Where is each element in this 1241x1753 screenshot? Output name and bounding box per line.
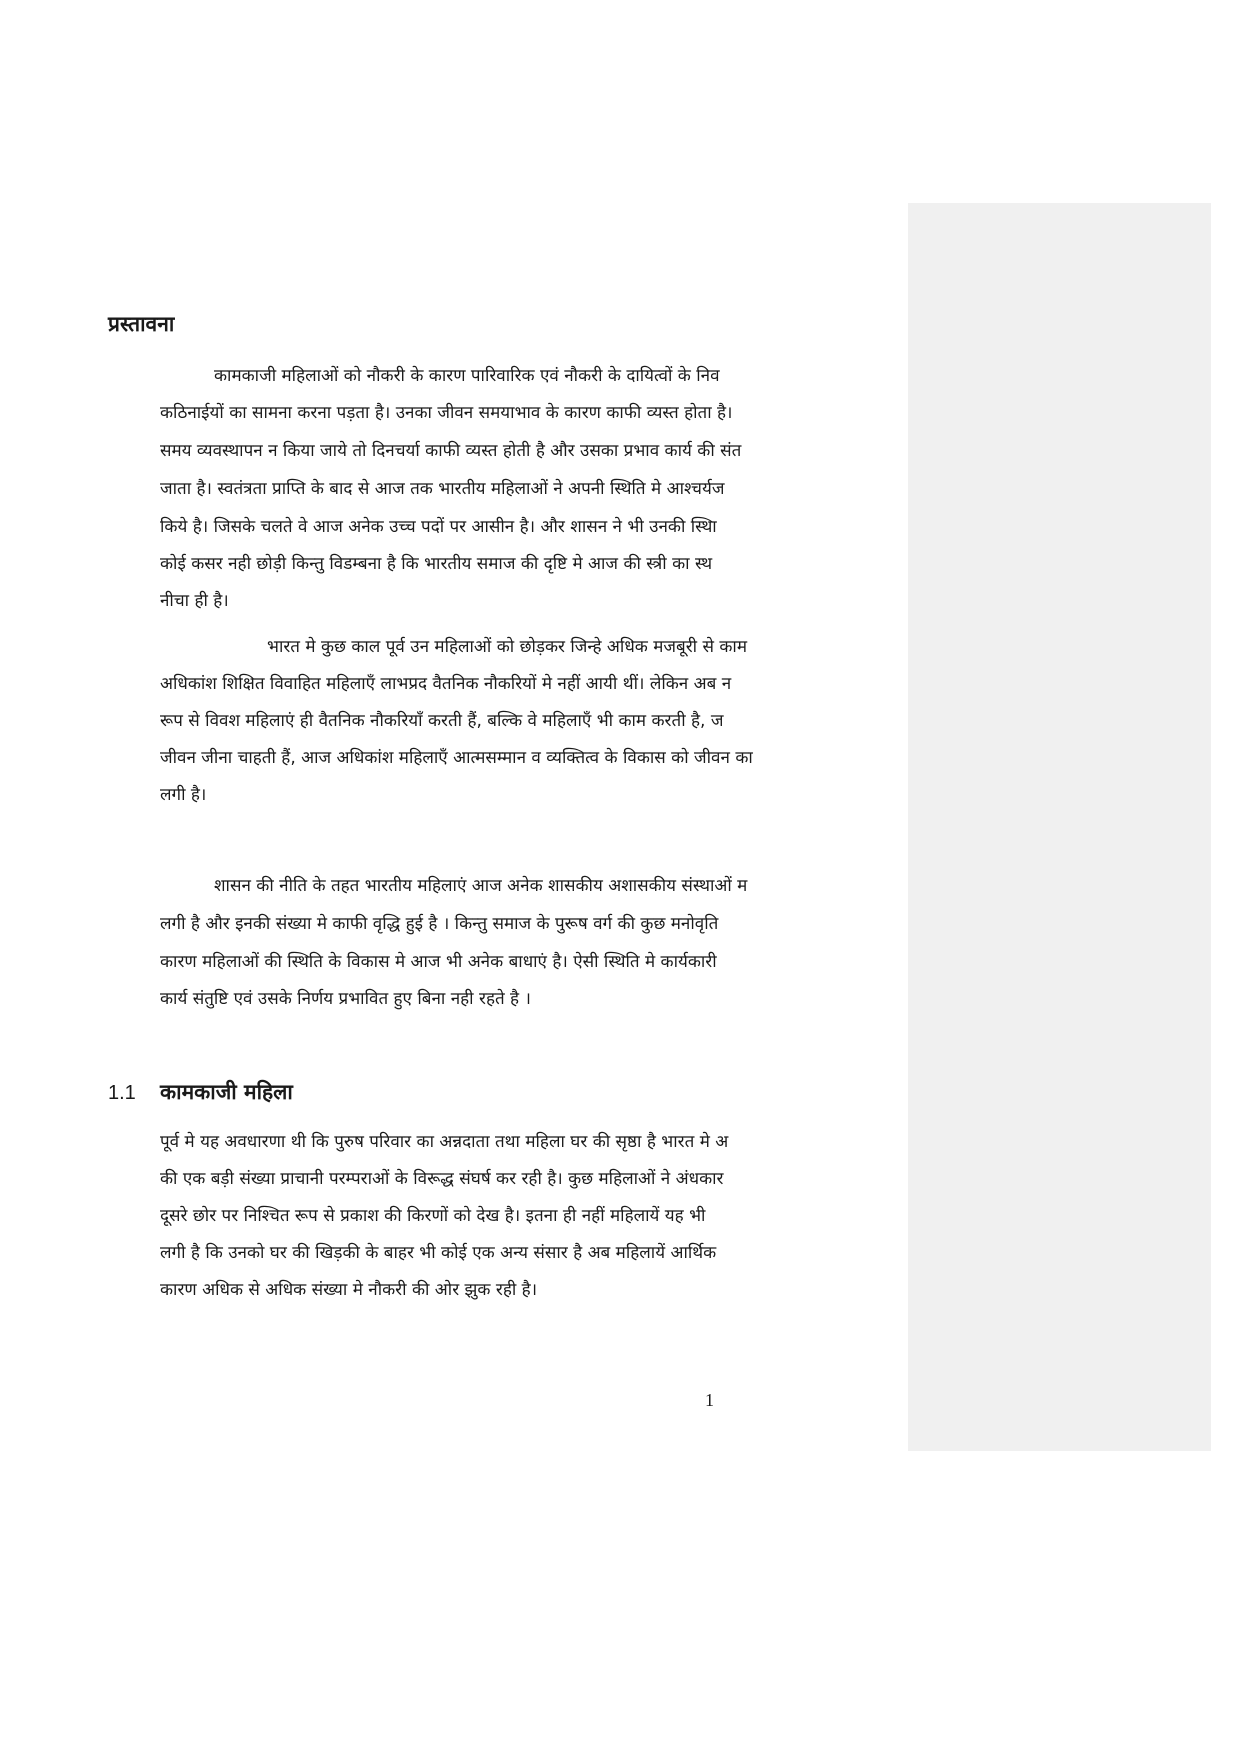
paragraph-2-line: जीवन जीना चाहती हैं, आज अधिकांश महिलाएँ आत्मसम्मान व व्यक्तित्व के विकास को जीवन का	[160, 748, 753, 768]
paragraph-1-line: किये है। जिसके चलते वे आज अनेक उच्च पदों पर आसीन है। और शासन ने भी उनकी स्थिा	[160, 517, 717, 537]
section-paragraph-line: की एक बड़ी संख्या प्राचानी परम्पराओं के विरूद्ध संघर्ष कर रही है। कुछ महिलाओं ने अंधकार	[160, 1169, 724, 1189]
intro-heading: प्रस्तावना	[108, 312, 175, 336]
paragraph-3-line: कारण महिलाओं की स्थिति के विकास मे आज भी अनेक बाधाएं है। ऐसी स्थिति मे कार्यकारी	[160, 952, 717, 972]
paragraph-1-line: कोई कसर नही छोड़ी किन्तु विडम्बना है कि भारतीय समाज की दृष्टि मे आज की स्त्री का स्थ	[160, 554, 713, 574]
section-title: कामकाजी महिला	[160, 1080, 293, 1104]
section-paragraph-line: कारण अधिक से अधिक संख्या मे नौकरी की ओर झुक रही है।	[160, 1280, 538, 1300]
paragraph-1-line: कठिनाईयों का सामना करना पड़ता है। उनका जीवन समयाभाव के कारण काफी व्यस्त होता है।	[160, 403, 733, 423]
page-number: 1	[705, 1390, 714, 1410]
paragraph-3-line: लगी है और इनकी संख्या मे काफी वृद्धि हुई है । किन्तु समाज के पुरूष वर्ग की कुछ मनोवृति	[160, 914, 719, 934]
section-paragraph-line: दूसरे छोर पर निश्चित रूप से प्रकाश की किरणों को देख है। इतना ही नहीं महिलायें यह भी	[160, 1206, 706, 1226]
paragraph-2-line: लगी है।	[160, 785, 207, 805]
comment-margin-pane	[908, 203, 1211, 1451]
paragraph-3-line: शासन की नीति के तहत भारतीय महिलाएं आज अनेक शासकीय अशासकीय संस्थाओं म	[214, 876, 748, 896]
paragraph-1-line: समय व्यवस्थापन न किया जाये तो दिनचर्या काफी व्यस्त होती है और उसका प्रभाव कार्य की संत	[160, 441, 742, 461]
paragraph-1-line: जाता है। स्वतंत्रता प्राप्ति के बाद से आज तक भारतीय महिलाओं ने अपनी स्थिति मे आश्चर्यज	[160, 479, 725, 499]
section-paragraph-line: पूर्व मे यह अवधारणा थी कि पुरुष परिवार का अन्नदाता तथा महिला घर की सृष्ठा है भारत मे अ	[160, 1132, 729, 1152]
section-paragraph-line: लगी है कि उनको घर की खिड़की के बाहर भी कोई एक अन्य संसार है अब महिलायें आर्थिक	[160, 1243, 717, 1263]
paragraph-2-line: अधिकांश शिक्षित विवाहित महिलाएँ लाभप्रद वैतनिक नौकरियों मे नहीं आयी थीं। लेकिन अब न	[160, 674, 732, 694]
paragraph-3-line: कार्य संतुष्टि एवं उसके निर्णय प्रभावित हुए बिना नही रहते है ।	[160, 989, 531, 1009]
paragraph-2-line: भारत मे कुछ काल पूर्व उन महिलाओं को छोड़कर जिन्हे अधिक मजबूरी से काम	[267, 637, 747, 657]
section-number: 1.1	[108, 1082, 136, 1104]
paragraph-2-line: रूप से विवश महिलाएं ही वैतनिक नौकरियाँ करती हैं, बल्कि वे महिलाएँ भी काम करती है, ज	[160, 711, 724, 731]
paragraph-1-line: नीचा ही है।	[160, 591, 229, 611]
paragraph-1-line: कामकाजी महिलाओं को नौकरी के कारण पारिवारिक एवं नौकरी के दायित्वों के निव	[214, 366, 720, 386]
